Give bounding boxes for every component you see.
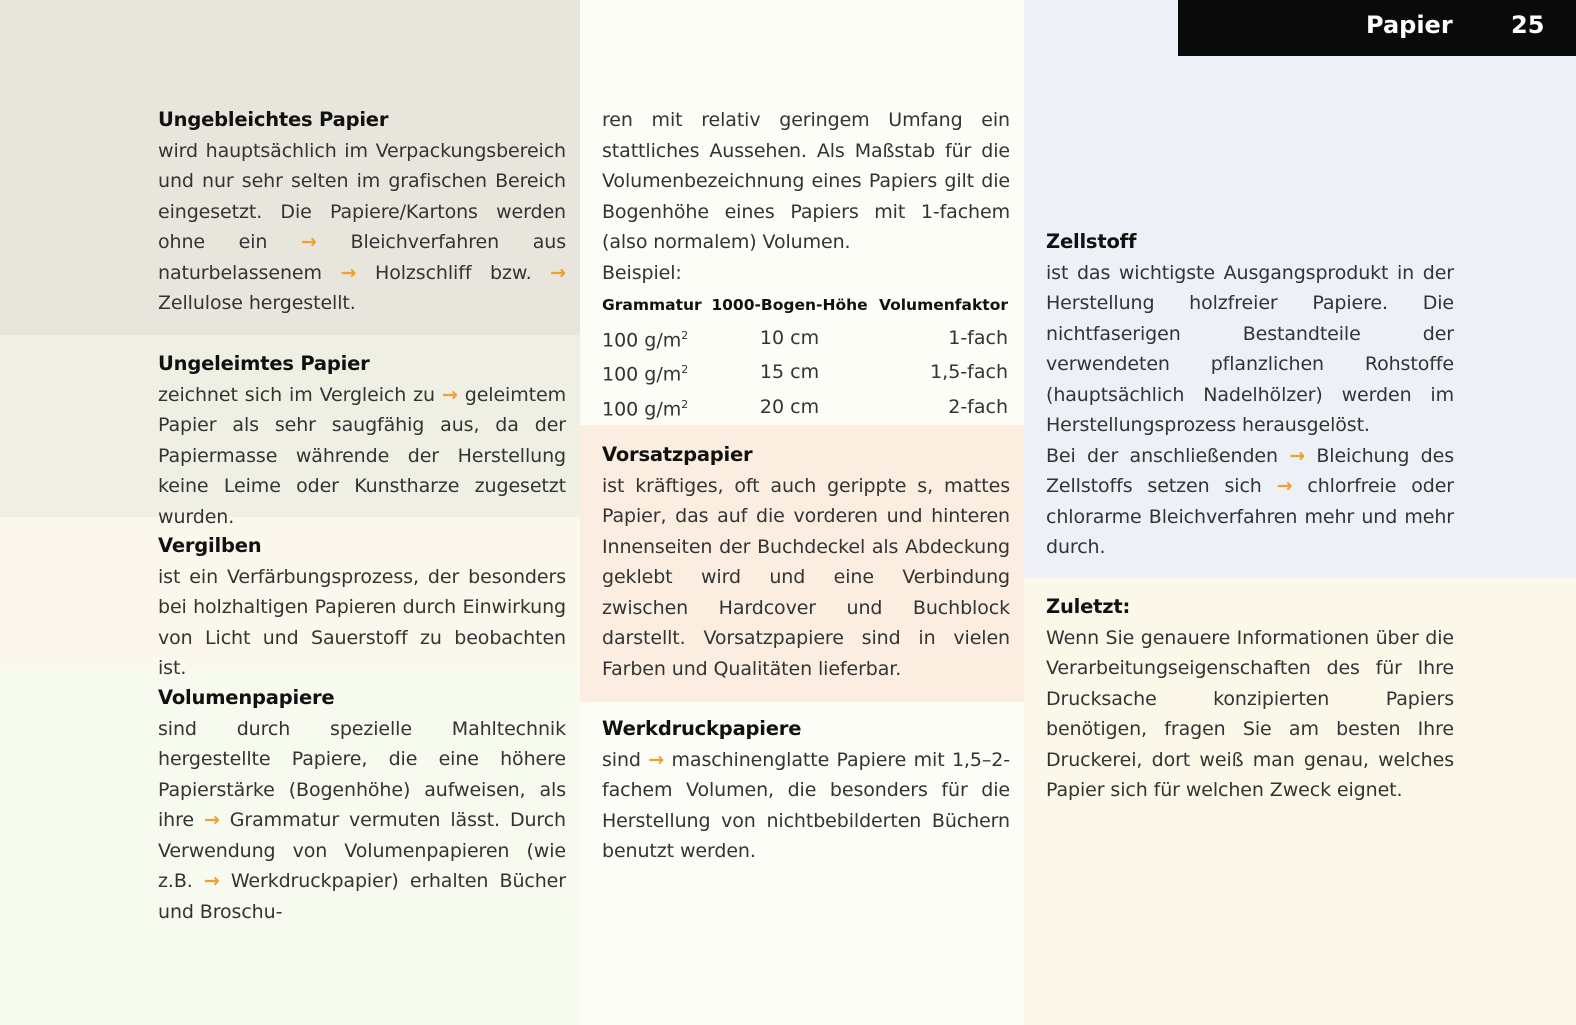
entry-volumenpapiere [158, 683, 566, 927]
column-header: Volumenfaktor [878, 296, 1008, 314]
entry-zellstoff [1046, 227, 1454, 563]
entry-title: Volumenpapiere [158, 686, 335, 709]
column-header: 1000-Bogen-Höhe [711, 296, 868, 314]
arrow-icon: → [204, 809, 220, 831]
entry-ungebleichtes-papier [158, 105, 566, 319]
table-row [602, 390, 1008, 425]
entry-text: Bei der anschließenden → Bleichung des Zellstoffs setzen sich → chlorfreie oder chlorarme Bleichverfahren mehr und mehr durch. [1046, 444, 1455, 558]
entry-text: ist kräftiges, oft auch gerippte s, mattes Papier, das auf die vorderen und hinteren Innenseiten der Buchdeckel als Abdeckung geklebt wird und eine Verbindung zwischen Hardcover und Buchblock darstellt. Vorsatzpapiere sind in vielen Farben und Qualitäten lieferbar. [602, 474, 1010, 680]
table-cell: 100 $g/m^2$ [602, 363, 689, 386]
arrow-icon: → [550, 261, 566, 284]
entry-title: Vergilben [158, 534, 262, 557]
entry-vergilben [158, 531, 566, 684]
table-header-row [602, 290, 1008, 321]
table-cell: 100 $g/m^2$ [602, 328, 689, 351]
table-cell: 20 cm [759, 396, 820, 419]
entry-ungeleimtes-papier [158, 349, 566, 532]
entry-title: Zellstoff [1046, 230, 1137, 253]
entry-zuletzt [1046, 592, 1454, 806]
entry-text: sind → maschinenglatte Papiere mit 1,5–2-fachem Volumen, die besonders für die Herstellung von nichtbebilderten Büchern benutzt werden. [602, 748, 1010, 862]
table-cell: 2-fach [948, 396, 1008, 419]
entry-text: Wenn Sie genauere Informationen über die Verarbeitungseigenschaften des für Ihre Drucksache konzipierten Papiers benötigen, fragen Sie am besten Ihre Druckerei, dort weiß man genau, welches Papier sich für welchen Zweck eignet. [1046, 626, 1454, 801]
arrow-icon: → [301, 231, 317, 253]
table-cell: 1-fach [948, 326, 1008, 349]
arrow-icon: → [1276, 475, 1293, 497]
arrow-icon: → [1289, 444, 1306, 467]
entry-vorsatzpapier [602, 440, 1010, 684]
entry-text: wird hauptsächlich im Verpackungsbereich und nur sehr selten im grafischen Bereich eingesetzt. Die Papiere/Kartons werden ohne ein → Bleichverfahren aus naturbelassenem → Holzschliff bzw. → Zellulose hergestellt. [158, 139, 566, 314]
entry-title: Ungebleichtes Papier [158, 108, 389, 131]
table-row [602, 355, 1008, 390]
entry-text: ist ein Verfärbungsprozess, der besonders bei holzhaltigen Papieren durch Einwirkung von Licht und Sauerstoff zu beobachten ist. [158, 565, 566, 679]
column-header: Grammatur [602, 296, 702, 314]
entry-text: ist das wichtigste Ausgangsprodukt in der Herstellung holzfreier Papiere. Die nichtfaserigen Bestandteile der verwendeten pflanzlichen Rohstoffe (hauptsächlich Nadelhölzer) werden im Herstellungsprozess herausgelöst. [1046, 261, 1454, 436]
example-table [602, 290, 1008, 425]
arrow-icon: → [203, 870, 220, 892]
entry-title: Ungeleimtes Papier [158, 352, 370, 375]
entry-text: zeichnet sich im Vergleich zu → geleimtem Papier als sehr saugfähig aus, da der Papiermasse währende der Herstellung keine Leime oder Kunstharze zugesetzt wurden. [158, 383, 566, 528]
example-label: Beispiel: [602, 261, 682, 284]
entry-werkdruckpapiere [602, 714, 1010, 867]
arrow-icon: → [441, 383, 458, 406]
table-cell: 100 $g/m^2$ [602, 398, 689, 421]
entry-text: ren mit relativ geringem Umfang ein stattliches Aussehen. Als Maßstab für die Volumenbezeichnung eines Papiers gilt die Bogenhöhe eines Papiers mit 1-fachem (also normalem) Volumen. [602, 109, 1010, 253]
arrow-icon: → [340, 261, 357, 284]
table-row [602, 321, 1008, 356]
table-cell: 10 cm [759, 326, 820, 349]
entry-title: Werkdruckpapiere [602, 717, 802, 740]
table-cell: 15 cm [759, 361, 820, 384]
chapter-title: Papier [1366, 11, 1453, 39]
entry-volumenpapiere-continued [602, 105, 1010, 425]
entry-title: Vorsatzpapier [602, 443, 753, 466]
entry-title: Zuletzt: [1046, 595, 1131, 618]
table-cell: 1,5-fach [930, 361, 1008, 384]
page-number: 25 [1511, 11, 1545, 39]
arrow-icon: → [648, 748, 665, 771]
entry-text: sind durch spezielle Mahltechnik hergestellte Papiere, die eine höhere Papierstärke (Bogenhöhe) aufweisen, als ihre → Grammatur vermuten lässt. Durch Verwendung von Volumenpapieren (wie z.B. → Werkdruckpapier) erhalten Bücher und Broschu- [158, 717, 566, 923]
